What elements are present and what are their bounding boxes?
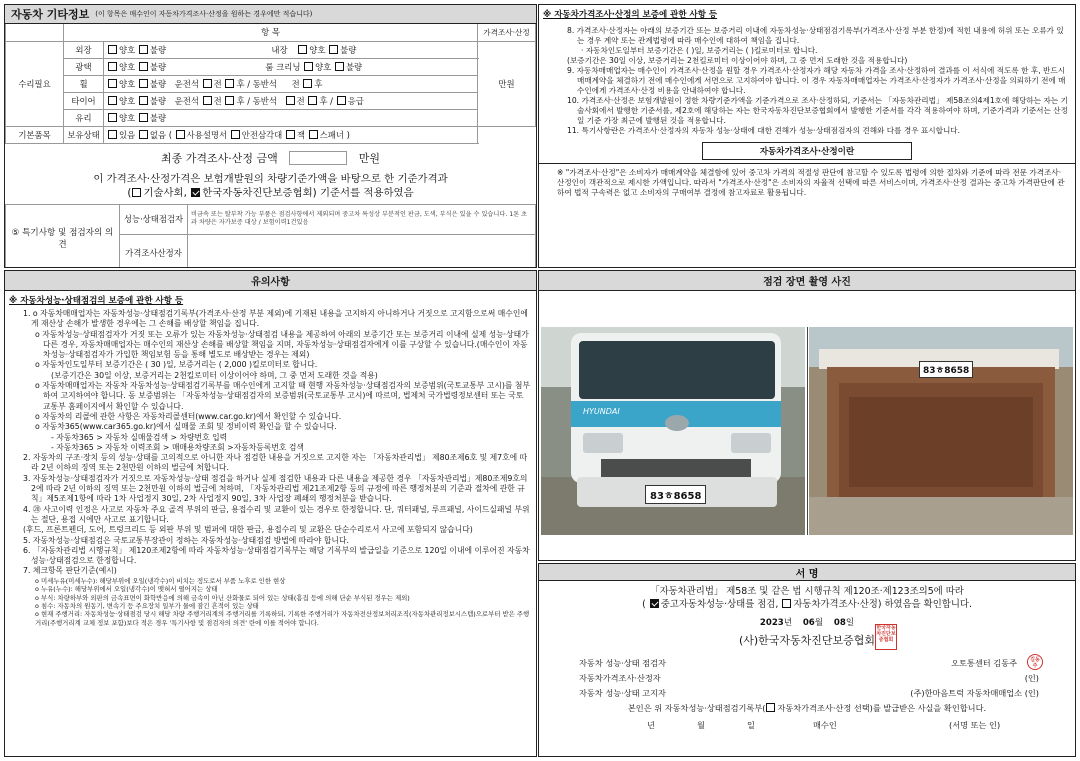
- checkbox-tech[interactable]: [132, 188, 141, 197]
- checkbox[interactable]: [225, 96, 234, 105]
- checkbox[interactable]: [139, 45, 148, 54]
- caution-item: o 자동차의 리콜에 관한 사항은 자동차리콜센터(www.car.go.kr)에서 확인할 수 있습니다.: [35, 411, 342, 421]
- criteria-item: o 부식: 차량하부와 외판의 금속표면이 화학반응에 의해 금속이 아닌 산화물로 되어 있는 상태(흠집 등에 의해 단순 부식된 경우는 제외): [35, 593, 410, 602]
- confirm-text: 본인은 위 자동차성능·상태점검기록부( 자동차가격조사·산정 선택)를 발급받은 사실을 확인합니다.: [627, 703, 987, 713]
- wheel-label: 휠: [64, 75, 104, 92]
- criteria-item: o 미세누유(미세누수): 해당부위에 오일(냉각수)이 비치는 정도로서 부품 노후로 인한 현상: [35, 576, 286, 585]
- checkbox[interactable]: [108, 45, 117, 54]
- front-plate: 83ㅎ8658: [645, 485, 706, 504]
- perf-inspector-label: 성능·상태점검자: [120, 204, 188, 235]
- checkbox[interactable]: [329, 45, 338, 54]
- checkbox[interactable]: [308, 96, 317, 105]
- photo-title: 점검 장면 촬영 사진: [539, 271, 1075, 291]
- checkbox[interactable]: [309, 130, 318, 139]
- repair-table: [5, 24, 536, 144]
- price-value: 만원: [478, 41, 536, 126]
- checkbox[interactable]: [108, 62, 117, 71]
- checkbox[interactable]: [176, 130, 185, 139]
- checkbox[interactable]: [139, 79, 148, 88]
- what-text: ※ "가격조사·산정"은 소비자가 매매계약을 체결함에 있어 중고차 가격의 적절성 판단에 참고할 수 있도록 법령에 의한 절차와 기준에 따라 전문 가격조사·산정인이 객관적으로 제시한 가액입니다. 따라서 "가격조사·산정"은 소비자의 자율적 선택에 따른 서비스이며, 가격조사·산정 결과는 중고차 가격판단에 관하여 법적 구속력은 없고 소비자의 구매여부 결정에 참고자료로 활용됩니다.: [539, 163, 1075, 198]
- inspector-seal: 김동주: [1027, 654, 1043, 670]
- sign-date: 2023년 06월 08일: [759, 618, 855, 628]
- checkbox-kadia[interactable]: [191, 188, 200, 197]
- criteria-item: o 현재 주행거리: 자동차성능·상태점검 당시 해당 차량 주행거리계의 주행거리를 기록하되, 기록한 주행거리가 자동차전산정보처리조직(자동차관리정보시스템)으로부터 받은 주행거리(주행거리계 교체 정보 포함)보다 적은 경우 '특기사항 및 점검자의 의견' 란에 이를 적어야 합니다.: [35, 610, 530, 627]
- exterior-label: 외장: [64, 41, 104, 58]
- vehicle-other-info-header: [5, 5, 536, 24]
- checkbox[interactable]: [108, 79, 117, 88]
- caution-item: 5. 자동차성능·상태점검은 국토교통부장관이 정하는 자동차성능·상태점검 방법에 따라야 합니다.: [23, 535, 349, 545]
- checkbox[interactable]: [335, 62, 344, 71]
- caution-item: 1. o 자동차매매업자는 자동차성능·상태점검기록부(가격조사·산정 부분 제외)에 기재된 내용을 고지하지 아니하거나 거짓으로 고지함으로써 매수인에게 재산상 손해가 발생한 경우에는 그 손해를 배상할 책임을 집니다.: [23, 309, 528, 329]
- warranty-item: 10. 가격조사·산정은 보험개발원이 정한 차량기준가액을 기준가격으로 조사·산정하되, 기준서는 「자동차관리법」 제58조의4제1호에 해당하는 자는 기술사회에서 발행한 기준서를, 제2호에 해당하는 자는 한국자동차진단보증협회에서 발행한 기준서를 각각 적용하여야 하며, 기준가격과 기준서는 산정일 기준 가장 최근에 발행된 것을 적용합니다.: [567, 96, 1068, 125]
- glass-row: 양호 불량: [104, 109, 478, 126]
- sign-rows: [539, 656, 1075, 701]
- basic-row: 있음 없음 ( 사용설명서 안전삼각대 잭 스패너 ): [104, 126, 478, 143]
- caution-title: 유의사항: [5, 271, 536, 291]
- criteria-item: o 누유(누수): 해당부위에서 오일(냉각수)이 맺혀서 떨어지는 상태: [35, 585, 218, 594]
- basic-sub: 보유상태: [64, 126, 104, 143]
- basic-label: 기본품목: [6, 126, 64, 143]
- section-subtitle: (이 항목은 매수인이 자동차가격조사·산정을 원하는 경우에만 적습니다): [95, 10, 313, 18]
- gloss-row: 양호 불량 룸 크리닝 양호 불량: [104, 58, 478, 75]
- caution-item: - 자동차365 > 자동차 이력조회 > 매매용차량조회 >자동차등록번호 검색: [51, 442, 304, 452]
- checkbox[interactable]: [108, 96, 117, 105]
- sign-row: 자동차 성능·상태 고지자 (주)한마음트럭 자동차매매업소 (인): [579, 688, 1039, 698]
- criteria-list: [5, 577, 536, 627]
- caution-item: o 자동차성능·상태점검자가 거짓 또는 오류가 있는 자동차성능·상태점검 내용을 제공하여 아래의 보증기간 또는 보증거리 이내에 실제 성능·상태가 다른 경우, 자동차매매업자는 매수인의 재산상 손해를 배상할 책임을 지며, 자동차성능·상태점검자에게 이를 구상할 수 있습니다.(매수인이 자동차성능·상태점검자가 가입한 책임보험 등을 통해 별도로 배상받는 경우는 제외): [35, 329, 529, 360]
- checkbox[interactable]: [108, 130, 117, 139]
- photo-section: [538, 270, 1076, 561]
- caution-section: [4, 270, 537, 757]
- final-price-input[interactable]: [289, 151, 347, 165]
- col-price: 가격조사·산정: [478, 24, 536, 41]
- section-title: 자동차 기타정보: [11, 8, 90, 21]
- price-inspector-value: [188, 235, 536, 268]
- special-label: ⑤ 특기사항 및 점검자의 의견: [6, 204, 120, 268]
- caution-item: 7. 체크항목 판단기준(예시): [23, 566, 117, 576]
- special-table: [5, 204, 536, 269]
- col-item: 항 목: [64, 24, 478, 41]
- price-inspector-label: 가격조사산정자: [120, 235, 188, 268]
- rear-plate: 83ㅎ8658: [919, 361, 973, 378]
- checkbox[interactable]: [139, 130, 148, 139]
- caution-item: 2. 자동차의 구조·장치 등의 성능·상태를 고의적으로 아니한 자나 점검한 내용을 거짓으로 고지한 자는 「자동차관리법」 제80조제6호 및 제7호에 따라 2년 이하의 징역 또는 2천만원 이하의 벌금에 처합니다.: [23, 453, 528, 473]
- warranty-item: · 자동차인도일부터 보증기간은 ( )일, 보증거리는 ( )킬로미터로 합니다.: [581, 46, 818, 55]
- caution-heading: ※ 자동차성능·상태점검의 보증에 관한 사항 등: [9, 296, 184, 306]
- caution-item: 6. 「자동차관리법 시행규칙」 제120조제2항에 따라 자동차성능·상태점검기록부는 해당 기록부의 발급일을 기준으로 120일 이내에 이루어진 자동차 성능·상태점검으로 한정합니다.: [23, 545, 530, 566]
- checkbox[interactable]: [303, 79, 312, 88]
- caution-item: o 자동차인도일부터 보증기간은 ( 30 )일, 보증거리는 ( 2,000 )킬로미터로 합니다.: [35, 360, 318, 370]
- caution-item: (보증기간은 30일 이상, 보증거리는 2천킬로미터 이상이어야 하며, 그 중 먼저 도래한 것을 적용): [51, 370, 378, 380]
- won-label: 만원: [358, 151, 380, 165]
- truck-rear-image: [809, 327, 1073, 535]
- caution-item: 4. ⑳ 사고이력 인정은 사고로 자동차 주요 골격 부위의 판금, 용접수리 및 교환이 있는 경우로 한정합니다. 단, 쿼터패널, 루프패널, 사이드실패널 부위는 절단, 용접 시에만 사고로 표기합니다.: [23, 504, 530, 524]
- basis-text: 이 가격조사·산정가격은 보험개발원의 차량기준가액을 바탕으로 한 기준가격과 ( 기술사회, 한국자동차진단보증협회) 기준서를 적용하였음: [93, 172, 448, 199]
- checkbox[interactable]: [286, 96, 295, 105]
- price-warranty-list: [539, 26, 1075, 136]
- checkbox[interactable]: [337, 96, 346, 105]
- law-text: 「자동차관리법」 제58조 및 같은 법 시행규칙 제120조·제123조의5에 따라 ( 중고자동차성능·상태를 점검, 자동차가격조사·산정) 하였음을 확인합니다.: [642, 586, 972, 610]
- final-price-label: 최종 가격조사·산정 금액: [160, 151, 278, 165]
- checkbox[interactable]: [304, 62, 313, 71]
- caution-item: 3. 자동차성능·상태점검자가 거짓으로 자동차성능·상태 점검을 하거나 실제 점검한 내용과 다른 내용을 제공한 경우 「자동차관리법」제80조제9호의2에 따라 2년 이하의 징역 또는 2천만원 이하의 벌금에 처하며, 「자동차관리법 제21조제2항 등의 규정에 따른 행정처분의 기준과 절차에 관한 규칙」제5조제1항에 따라 1차 사업정지 30일, 2차 사업정지 90일, 3차 사업장 폐쇄의 행정처분을 받습니다.: [23, 473, 528, 504]
- photo-rear: [809, 327, 1073, 535]
- front-brand: HYUNDAI: [583, 407, 620, 416]
- org-seal: 한국자동차진단보증협회: [875, 624, 897, 650]
- checkbox[interactable]: [108, 113, 117, 122]
- buyer-row: 년 월 일 매수인 (서명 또는 인): [647, 720, 1001, 730]
- checkbox[interactable]: [139, 113, 148, 122]
- criteria-item: o 침수: 자동차의 원동기, 변속기 등 주요장치 일부가 물에 잠긴 흔적이 있는 상태: [35, 601, 259, 610]
- vehicle-other-info-section: [4, 4, 537, 268]
- tire-row: 양호 불량 운전석 전 후 / 동반석 전 후 / 응급: [104, 92, 478, 109]
- caution-item: o 자동차매매업자는 자동차 자동차성능·상태점검기록부를 매수인에게 고지할 때 현행 자동차성능·상태점검자의 보증범위(국토교통부 고시)를 첨부하여 고지하여야 합니다. 동 보증범위는 「자동차성능·상태점검자의 보증범위(국토교통부 고시)에 따르며, 법제처 국가법령정보센터 또는 국토교통부 홈페이지에서 확인할 수 있습니다.: [35, 381, 530, 411]
- perf-note: 비금속 또는 탈부착 가능 부품은 점검사항에서 제외되며 중고차 특성상 부분적인 판금, 도색, 부식은 있을 수 있습니다. 1톤 초과 차량은 자가보증 대상 / 보험이력1건있음: [188, 204, 536, 235]
- org-name: (사)한국자동차진단보증협회 한국자동차진단보증협회: [539, 632, 1075, 648]
- checkbox[interactable]: [203, 96, 212, 105]
- checkbox[interactable]: [298, 45, 307, 54]
- repair-label: 수리필요: [6, 41, 64, 126]
- checkbox-inspection[interactable]: [650, 599, 659, 608]
- sign-row: 자동차가격조사·산정자 (인): [579, 673, 1039, 683]
- checkbox[interactable]: [231, 130, 240, 139]
- signature-section: [538, 563, 1076, 757]
- price-warranty-section: [538, 4, 1076, 268]
- gloss-label: 광택: [64, 58, 104, 75]
- checkbox-price[interactable]: [782, 599, 791, 608]
- warranty-item: 8. 가격조사·산정자는 아래의 보증기간 또는 보증거리 이내에 자동차성능·상태점검기록부(가격조사·산정 부분 한정)에 적힌 내용에 허위 또는 오류가 있는 경우 계약 또는 관계법령에 따라 매수인에 대하여 책임을 집니다.: [567, 26, 1064, 45]
- exterior-row: 양호 불량 내장 양호 불량: [104, 41, 478, 58]
- warranty-item: 11. 특기사항란은 가격조사·산정자의 자동차 성능·상태에 대한 견해가 성능·상태점검자의 견해와 다를 경우 표시합니다.: [567, 126, 961, 135]
- checkbox[interactable]: [139, 62, 148, 71]
- caution-item: - 자동차365 > 자동차 실매물검색 > 차량번호 입력: [51, 432, 228, 442]
- wheel-row: 양호 불량 운전석 전 후 / 동반석 전 후: [104, 75, 478, 92]
- checkbox[interactable]: [286, 130, 295, 139]
- tire-label: 타이어: [64, 92, 104, 109]
- signature-title: 서 명: [539, 564, 1075, 581]
- checkbox[interactable]: [225, 79, 234, 88]
- price-warranty-heading: ※ 자동차가격조사·산정의 보증에 관한 사항 등: [543, 10, 718, 20]
- caution-list: [5, 309, 536, 577]
- photo-front: [541, 327, 805, 535]
- caution-item: (후드, 프론트펜더, 도어, 트렁크리드 등 외판 부위 및 범퍼에 대한 판금, 용접수리 및 교환은 단순수리로서 사고에 포함되지 않습니다): [23, 525, 473, 535]
- checkbox[interactable]: [203, 79, 212, 88]
- sign-row: 자동차 성능·상태 점검자 오토통센터 김동주 김동주: [579, 656, 1039, 671]
- glass-label: 유리: [64, 109, 104, 126]
- checkbox-confirm[interactable]: [766, 703, 775, 712]
- caution-item: o 자동차365(www.car365.go.kr)에서 실매물 조회 및 정비이력 확인을 할 수 있습니다.: [35, 422, 337, 432]
- warranty-item: (보증기간은 30일 이상, 보증거리는 2천킬로미터 이상이어야 하며, 그 중 먼저 도래한 것을 적용합니다): [567, 56, 908, 65]
- photo-divider: [807, 327, 808, 535]
- what-title: 자동차가격조사·산정이란: [702, 142, 912, 160]
- interior-label: 내장: [271, 44, 288, 55]
- room-label: 룸 크리닝: [265, 61, 301, 72]
- final-price-row: [5, 150, 536, 166]
- warranty-item: 9. 자동차매매업자는 매수인이 가격조사·산정을 원할 경우 가격조사·산정자가 해당 자동차 가격을 조사·산정하여 결과를 이 서식에 적도록 한 후, 반드시 매매계약을 체결하기 전에 매수인에게 서면으로 고지하여야 합니다. 이 경우 자동차매매업자는 가격조사·산정자가 가격조사·산정을 의뢰하기 전에 매수인에게 가격조사·산정 비용을 안내하여야 합니다.: [567, 66, 1066, 95]
- checkbox[interactable]: [139, 96, 148, 105]
